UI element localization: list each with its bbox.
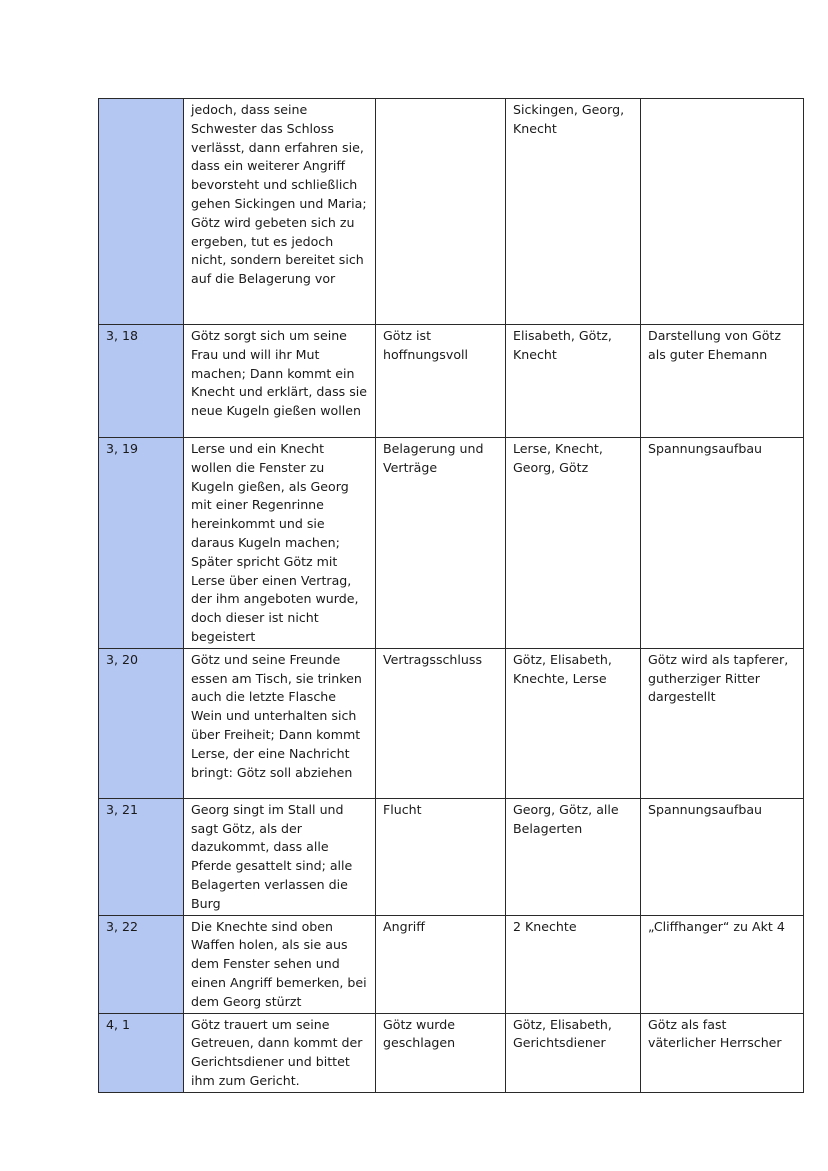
scene-number-cell: 3, 19 <box>99 438 184 649</box>
comment-cell: Spannungsaufbau <box>641 438 804 649</box>
content-cell: Götz trauert um seine Getreuen, dann kommt der Gerichtsdiener und bittet ihm zum Gericht. <box>184 1013 376 1092</box>
scene-number-cell: 3, 20 <box>99 648 184 798</box>
comment-cell: „Cliffhanger“ zu Akt 4 <box>641 915 804 1013</box>
people-cell: 2 Knechte <box>506 915 641 1013</box>
scene-number-cell: 3, 21 <box>99 798 184 915</box>
content-cell: Götz sorgt sich um seine Frau und will ihr Mut machen; Dann kommt ein Knecht und erklärt, dass sie neue Kugeln gießen wollen <box>184 325 376 438</box>
scene-number-cell: 3, 18 <box>99 325 184 438</box>
topic-cell: Götz ist hoffnungsvoll <box>376 325 506 438</box>
comment-cell: Spannungsaufbau <box>641 798 804 915</box>
table-row <box>99 915 804 1013</box>
document-page <box>98 98 789 1093</box>
table-row <box>99 798 804 915</box>
comment-cell: Götz als fast väterlicher Herrscher <box>641 1013 804 1092</box>
people-cell: Sickingen, Georg, Knecht <box>506 99 641 325</box>
scene-number-cell <box>99 99 184 325</box>
table-row <box>99 648 804 798</box>
topic-cell: Angriff <box>376 915 506 1013</box>
table-row <box>99 438 804 649</box>
topic-cell: Flucht <box>376 798 506 915</box>
people-cell: Götz, Elisabeth, Knechte, Lerse <box>506 648 641 798</box>
table-row <box>99 99 804 325</box>
comment-cell: Götz wird als tapferer, gutherziger Ritter dargestellt <box>641 648 804 798</box>
table-row <box>99 1013 804 1092</box>
table-body <box>99 99 804 1093</box>
content-cell: Lerse und ein Knecht wollen die Fenster zu Kugeln gießen, als Georg mit einer Regenrinne hereinkommt und sie daraus Kugeln machen; Später spricht Götz mit Lerse über einen Vertrag, der ihm angeboten wurde, doch dieser ist nicht begeistert <box>184 438 376 649</box>
topic-cell: Götz wurde geschlagen <box>376 1013 506 1092</box>
topic-cell <box>376 99 506 325</box>
people-cell: Elisabeth, Götz, Knecht <box>506 325 641 438</box>
content-cell: jedoch, dass seine Schwester das Schloss verlässt, dann erfahren sie, dass ein weiterer Angriff bevorsteht und schließlich gehen Sickingen und Maria; Götz wird gebeten sich zu ergeben, tut es jedoch nicht, sondern bereitet sich auf die Belagerung vor <box>184 99 376 325</box>
scene-overview-table <box>98 98 804 1093</box>
comment-cell: Darstellung von Götz als guter Ehemann <box>641 325 804 438</box>
content-cell: Götz und seine Freunde essen am Tisch, sie trinken auch die letzte Flasche Wein und unterhalten sich über Freiheit; Dann kommt Lerse, der eine Nachricht bringt: Götz soll abziehen <box>184 648 376 798</box>
scene-number-cell: 4, 1 <box>99 1013 184 1092</box>
content-cell: Georg singt im Stall und sagt Götz, als der dazukommt, dass alle Pferde gesattelt sind; alle Belagerten verlassen die Burg <box>184 798 376 915</box>
table-row <box>99 325 804 438</box>
comment-cell <box>641 99 804 325</box>
scene-number-cell: 3, 22 <box>99 915 184 1013</box>
people-cell: Georg, Götz, alle Belagerten <box>506 798 641 915</box>
content-cell: Die Knechte sind oben Waffen holen, als sie aus dem Fenster sehen und einen Angriff bemerken, bei dem Georg stürzt <box>184 915 376 1013</box>
people-cell: Götz, Elisabeth, Gerichtsdiener <box>506 1013 641 1092</box>
topic-cell: Belagerung und Verträge <box>376 438 506 649</box>
people-cell: Lerse, Knecht, Georg, Götz <box>506 438 641 649</box>
topic-cell: Vertragsschluss <box>376 648 506 798</box>
